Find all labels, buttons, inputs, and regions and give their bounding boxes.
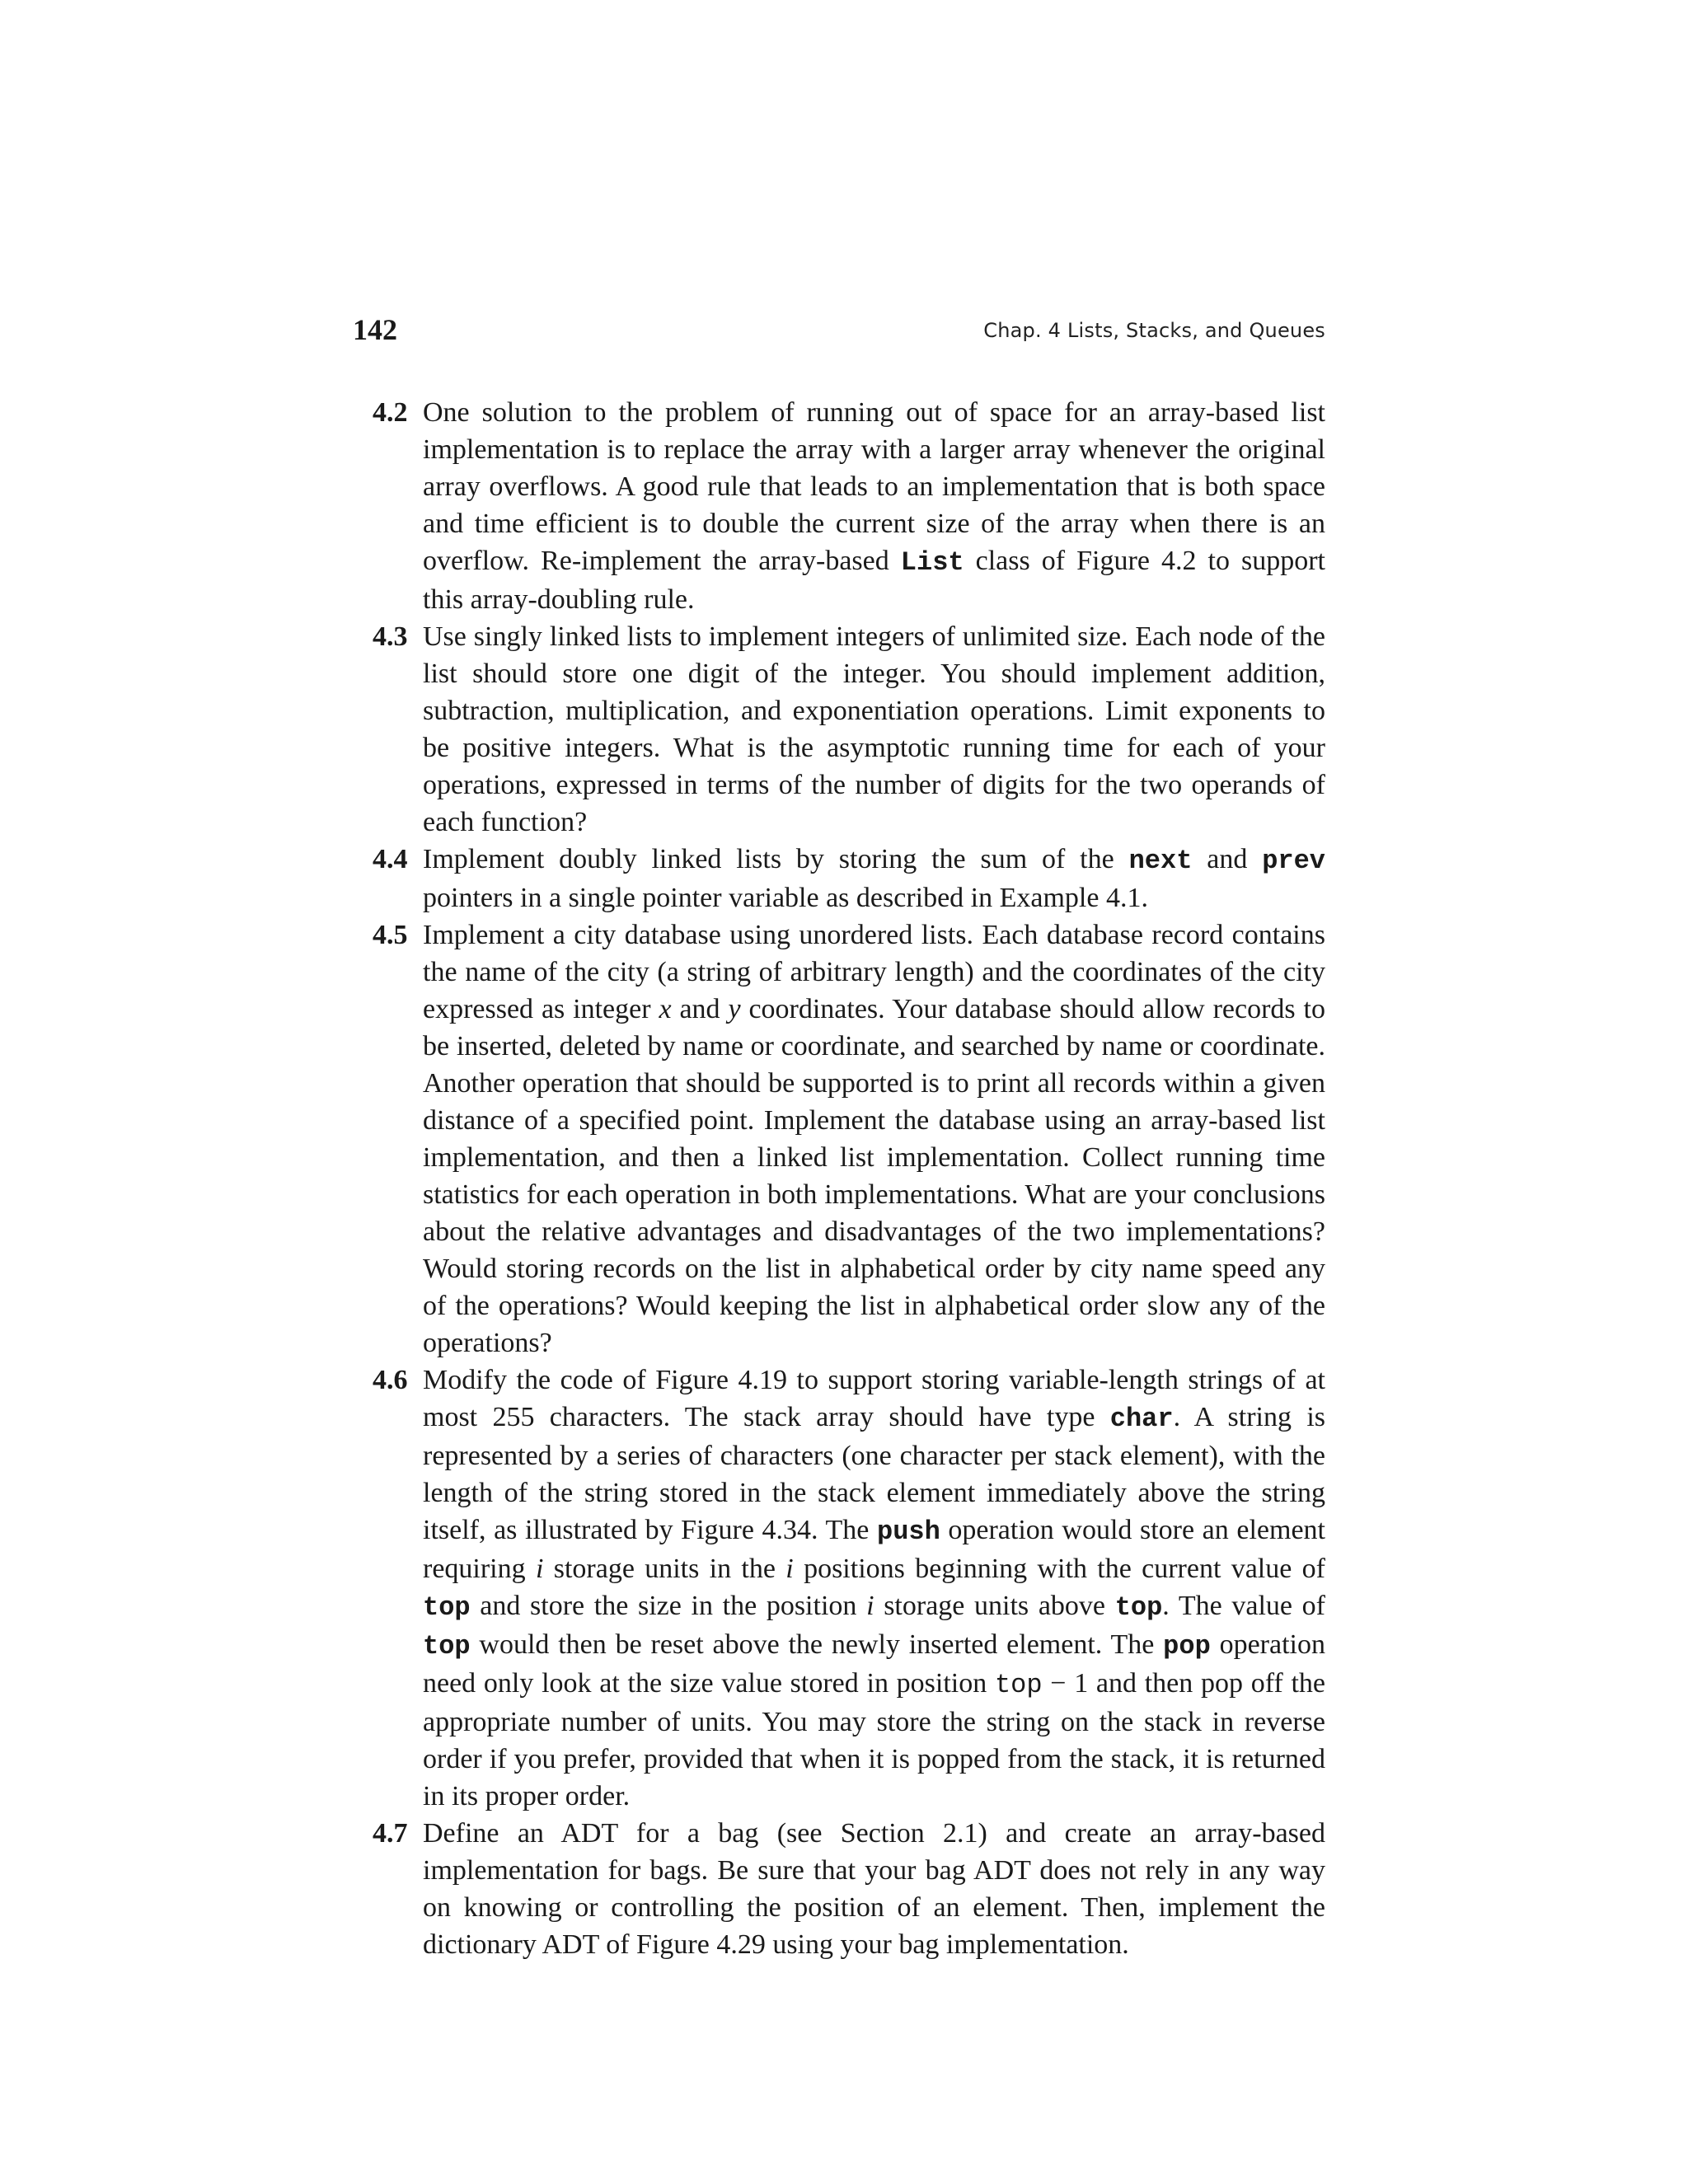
text-run: and: [1192, 844, 1263, 874]
exercise-list: [373, 394, 1325, 1963]
text-run: would then be reset above the newly inserted element. The: [470, 1629, 1164, 1660]
exercise-4-4: [373, 841, 1325, 916]
text-run: . The value of: [1162, 1591, 1325, 1621]
exercise-4-5: [373, 916, 1325, 1361]
text-run: coordinates. Your database should allow records to be inserted, deleted by name or coordinate, and searched by name or coordinate. Another operation that should be supported is to print all records within a given distance of a specified point. Implement the database using an array-based list implementation, and then a linked list implementation. Collect running time statistics for each operation in both implementations. What are your conclusions about the relative advantages and disadvantages of the two implementations? Would storing records on the list in alphabetical order by city name speed any of the operations? Would keeping the list in alphabetical order slow any of the operations?: [423, 994, 1325, 1358]
text-run: positions beginning with the current value of: [793, 1554, 1325, 1584]
text-run: storage units above: [874, 1591, 1115, 1621]
page-number: 142: [353, 313, 397, 346]
math-variable: i: [785, 1554, 794, 1584]
code-term: pop: [1163, 1631, 1211, 1661]
text-run: Modify the code of Figure 4.19 to support storing variable-length strings of at most 255 characters. The stack array should have type: [423, 1365, 1325, 1432]
running-head: Chap. 4 Lists, Stacks, and Queues: [983, 319, 1325, 342]
text-run: Use singly linked lists to implement integers of unlimited size. Each node of the list should store one digit of the integer. You should implement addition, subtraction, multiplication, and exponentiation operations. Limit exponents to be positive integers. What is the asymptotic running time for each of your operations, expressed in terms of the number of digits for the two operands of each function?: [423, 621, 1325, 837]
code-term: top: [1114, 1592, 1163, 1623]
text-run: pointers in a single pointer variable as described in Example 4.1.: [423, 883, 1148, 913]
text-run: Implement doubly linked lists by storing the sum of the: [423, 844, 1129, 874]
code-term: top: [423, 1631, 471, 1661]
exercise-number: 4.4: [373, 844, 408, 874]
exercise-number: 4.5: [373, 920, 408, 950]
exercise-text: [423, 841, 1325, 916]
text-run: Define an ADT for a bag (see Section 2.1) and create an array-based implementation for bags. Be sure that your bag ADT does not rely in any way on knowing or controlling the position of an element. Then, implement the dictionary ADT of Figure 4.29 using your bag implementation.: [423, 1818, 1325, 1960]
exercise-number: 4.3: [373, 621, 408, 652]
exercise-text: [423, 394, 1325, 618]
exercise-4-2: [373, 394, 1325, 618]
code-term: next: [1128, 846, 1193, 876]
exercise-text: [423, 916, 1325, 1361]
text-run: − 1 and then pop off the appropriate number of units. You may store the string on the stack in reverse order if you prefer, provided that when it is popped from the stack, it is returned in its proper order.: [423, 1668, 1325, 1811]
text-run: One solution to the problem of running out of space for an array-based list implementation is to replace the array with a larger array whenever the original array overflows. A good rule that leads to an implementation that is both space and time efficient is to double the current size of the array when there is an overflow. Re-implement the array-based: [423, 397, 1325, 576]
text-run: and: [671, 994, 729, 1024]
text-run: operation would store an element requiring: [423, 1515, 1325, 1584]
math-variable: y: [728, 994, 741, 1024]
text-run: . A string is represented by a series of characters (one character per stack element), with the length of the string stored in the stack element immediately above the string itself, as illustrated by Figure 4.34. The: [423, 1402, 1325, 1545]
math-variable: x: [659, 994, 672, 1024]
exercise-number: 4.6: [373, 1365, 408, 1395]
code-term: top: [423, 1592, 471, 1623]
exercise-text: [423, 618, 1325, 841]
code-term: List: [900, 547, 964, 578]
code-term: top: [994, 1670, 1043, 1700]
text-run: class of Figure 4.2 to support this array-doubling rule.: [423, 546, 1325, 615]
code-term: push: [876, 1516, 940, 1547]
exercise-text: [423, 1815, 1325, 1963]
exercise-4-3: [373, 618, 1325, 841]
exercise-text: [423, 1361, 1325, 1815]
code-term: prev: [1262, 846, 1325, 876]
text-run: Implement a city database using unordered lists. Each database record contains the name of the city (a string of arbitrary length) and the coordinates of the city expressed as integer: [423, 920, 1325, 1024]
text-run: storage units in the: [543, 1554, 786, 1584]
text-run: and store the size in the position: [470, 1591, 867, 1621]
exercise-number: 4.2: [373, 397, 408, 428]
math-variable: i: [866, 1591, 874, 1621]
code-term: char: [1109, 1404, 1174, 1434]
text-run: operation need only look at the size value stored in position: [423, 1629, 1325, 1699]
exercise-4-7: [373, 1815, 1325, 1963]
exercise-4-6: [373, 1361, 1325, 1815]
math-variable: i: [535, 1554, 544, 1584]
exercise-number: 4.7: [373, 1818, 408, 1849]
